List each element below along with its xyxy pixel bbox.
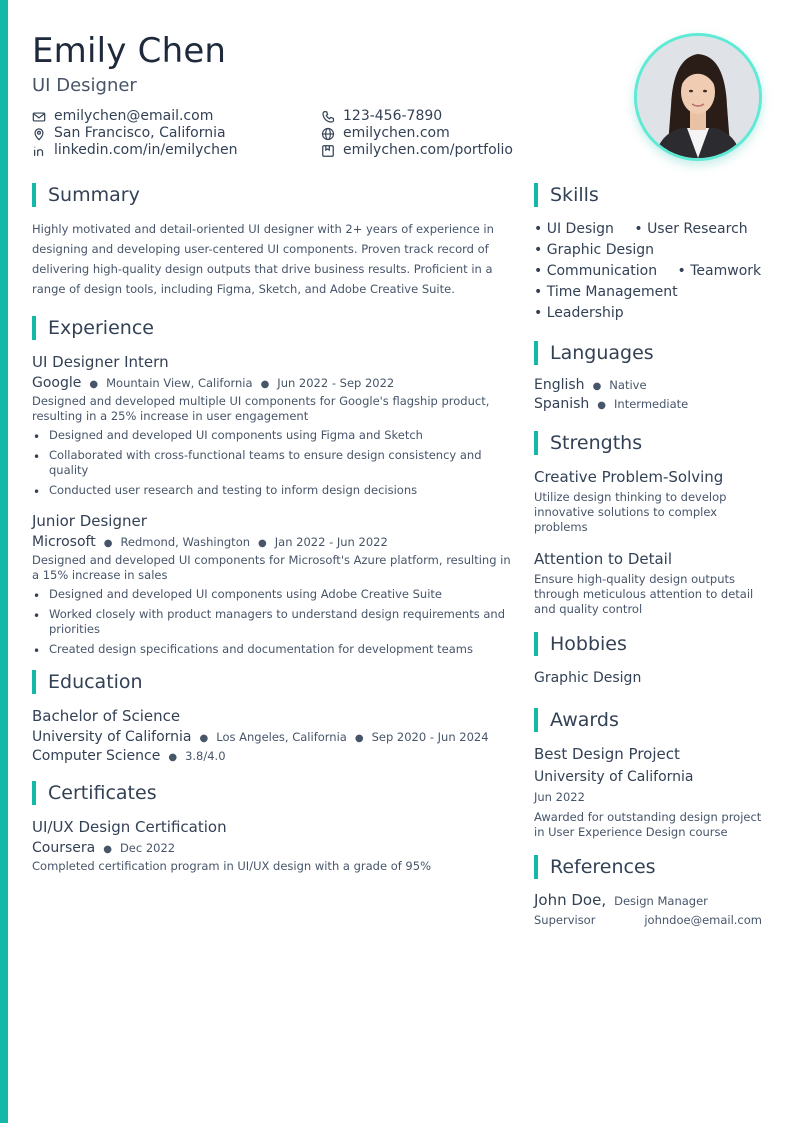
languages-section bbox=[534, 341, 774, 412]
email-text: emilychen@email.com bbox=[54, 108, 214, 124]
languages-title: Languages bbox=[550, 342, 654, 364]
language-name: English bbox=[534, 377, 585, 393]
skill-label: Time Management bbox=[546, 284, 678, 300]
list-item: • Conducted user research and testing to inform design decisions bbox=[32, 483, 512, 498]
strength-description: Ensure high-quality design outputs through meticulous attention to detail and quality control bbox=[534, 572, 754, 616]
phone-text: 123-456-7890 bbox=[343, 108, 443, 124]
job-entry bbox=[32, 352, 512, 498]
candidate-name: Emily Chen bbox=[32, 31, 227, 71]
section-accent bbox=[534, 183, 538, 207]
certificates-section bbox=[32, 781, 512, 874]
strength-title: Creative Problem-Solving bbox=[534, 468, 724, 486]
skills-section bbox=[534, 183, 774, 324]
job-meta bbox=[32, 534, 512, 550]
job-company: Google bbox=[32, 375, 82, 391]
accent-bar bbox=[0, 0, 8, 1123]
list-item: • Worked closely with product managers to understand design requirements and priorities bbox=[32, 607, 512, 637]
job-company: Microsoft bbox=[32, 534, 96, 550]
summary-title: Summary bbox=[48, 184, 140, 206]
certificates-title: Certificates bbox=[48, 782, 157, 804]
education-meta bbox=[32, 729, 512, 745]
school: University of California bbox=[32, 729, 192, 745]
certificate-meta bbox=[32, 840, 512, 856]
portfolio-icon bbox=[321, 144, 335, 158]
contact-block bbox=[32, 108, 552, 162]
languages-heading bbox=[534, 341, 774, 365]
experience-heading bbox=[32, 316, 512, 340]
language-row bbox=[534, 396, 774, 412]
job-location: Redmond, Washington bbox=[120, 535, 251, 549]
separator-dot: ● bbox=[592, 381, 602, 392]
linkedin-text: linkedin.com/in/emilychen bbox=[54, 142, 238, 158]
list-item: • Collaborated with cross-functional teams to ensure design consistency and quality bbox=[32, 448, 512, 478]
list-item: • Designed and developed UI components using Adobe Creative Suite bbox=[32, 587, 512, 602]
job-title: Junior Designer bbox=[32, 512, 147, 530]
website-text: emilychen.com bbox=[343, 125, 450, 141]
contact-location bbox=[32, 125, 226, 142]
job-entry bbox=[32, 511, 512, 657]
skill-label: User Research bbox=[647, 221, 748, 237]
hobbies-section bbox=[534, 632, 774, 689]
award-organization: University of California bbox=[534, 769, 694, 785]
school-location: Los Angeles, California bbox=[216, 730, 347, 744]
candidate-role: UI Designer bbox=[32, 75, 137, 96]
section-accent bbox=[32, 183, 36, 207]
separator-dot: ● bbox=[260, 379, 270, 390]
language-level: Native bbox=[609, 378, 647, 392]
education-dates: Sep 2020 - Jun 2024 bbox=[371, 730, 489, 744]
skills-row bbox=[534, 261, 774, 282]
skill-item: • Communication bbox=[534, 263, 658, 279]
field-meta bbox=[32, 748, 512, 764]
certificate-name: UI/UX Design Certification bbox=[32, 818, 227, 836]
portfolio-text: emilychen.com/portfolio bbox=[343, 142, 513, 158]
separator-dot: ● bbox=[89, 379, 99, 390]
experience-section bbox=[32, 316, 512, 657]
separator-dot: ● bbox=[354, 733, 364, 744]
separator-dot: ● bbox=[597, 400, 607, 411]
job-title: UI Designer Intern bbox=[32, 353, 169, 371]
section-accent bbox=[32, 781, 36, 805]
skill-label: Communication bbox=[546, 263, 658, 279]
hobbies-heading bbox=[534, 632, 774, 656]
reference-relation: Supervisor bbox=[534, 913, 596, 927]
certificates-heading bbox=[32, 781, 512, 805]
awards-section bbox=[534, 708, 774, 840]
skill-label: Teamwork bbox=[690, 263, 762, 279]
job-location: Mountain View, California bbox=[106, 376, 253, 390]
section-accent bbox=[534, 632, 538, 656]
separator-dot: ● bbox=[103, 538, 113, 549]
contact-phone[interactable] bbox=[321, 108, 442, 125]
right-column bbox=[534, 183, 774, 928]
gpa: 3.8/4.0 bbox=[185, 749, 226, 763]
certificate-issuer: Coursera bbox=[32, 840, 96, 856]
education-section bbox=[32, 670, 512, 764]
job-bullets bbox=[32, 587, 512, 657]
job-description: Designed and developed UI components for Microsoft's Azure platform, resulting in a 15% increase in sales bbox=[32, 553, 511, 582]
education-heading bbox=[32, 670, 512, 694]
language-name: Spanish bbox=[534, 396, 590, 412]
skills-row bbox=[534, 303, 774, 324]
skill-item: • Teamwork bbox=[677, 263, 762, 279]
contact-linkedin[interactable] bbox=[32, 142, 237, 159]
skill-item: • Time Management bbox=[534, 284, 678, 300]
skills-title: Skills bbox=[550, 184, 599, 206]
hobbies-title: Hobbies bbox=[550, 633, 627, 655]
language-level: Intermediate bbox=[614, 397, 689, 411]
strengths-section bbox=[534, 431, 774, 617]
certificate-description: Completed certification program in UI/UX design with a grade of 95% bbox=[32, 859, 431, 873]
summary-heading bbox=[32, 183, 512, 207]
skill-item: • UI Design bbox=[534, 221, 614, 237]
linkedin-icon bbox=[32, 144, 46, 158]
award-date: Jun 2022 bbox=[534, 790, 585, 804]
job-dates: Jun 2022 - Sep 2022 bbox=[277, 376, 395, 390]
section-accent bbox=[32, 316, 36, 340]
field-of-study: Computer Science bbox=[32, 748, 161, 764]
award-name: Best Design Project bbox=[534, 745, 680, 763]
skill-label: Leadership bbox=[546, 305, 624, 321]
contact-email[interactable] bbox=[32, 108, 213, 125]
separator-dot: ● bbox=[258, 538, 267, 549]
references-title: References bbox=[550, 856, 656, 878]
list-item: • Created design specifications and documentation for development teams bbox=[32, 642, 512, 657]
strengths-title: Strengths bbox=[550, 432, 643, 454]
globe-icon bbox=[321, 127, 335, 141]
strength-item bbox=[534, 549, 774, 617]
location-text: San Francisco, California bbox=[54, 125, 226, 141]
skill-label: UI Design bbox=[546, 221, 614, 237]
profile-photo bbox=[634, 33, 762, 161]
language-row bbox=[534, 377, 774, 393]
map-pin-icon bbox=[32, 127, 46, 141]
skills-row bbox=[534, 240, 774, 261]
skills-row bbox=[534, 219, 774, 240]
reference-details bbox=[534, 913, 762, 928]
avatar-illustration bbox=[637, 36, 759, 158]
award-description: Awarded for outstanding design project in User Experience Design course bbox=[534, 810, 762, 839]
skill-item: • User Research bbox=[634, 221, 748, 237]
left-column bbox=[32, 183, 512, 874]
section-accent bbox=[534, 708, 538, 732]
reference-role: Design Manager bbox=[614, 894, 708, 908]
strengths-heading bbox=[534, 431, 774, 455]
references-heading bbox=[534, 855, 774, 879]
certificate-date: Dec 2022 bbox=[119, 841, 176, 855]
job-dates: Jan 2022 - Jun 2022 bbox=[274, 535, 388, 549]
section-accent bbox=[534, 341, 538, 365]
skill-item: • Leadership bbox=[534, 305, 624, 321]
references-section bbox=[534, 855, 774, 928]
phone-icon bbox=[321, 110, 335, 124]
experience-title: Experience bbox=[48, 317, 154, 339]
separator-dot: ● bbox=[103, 844, 112, 855]
strength-description: Utilize design thinking to develop innovative solutions to complex problems bbox=[534, 490, 727, 534]
list-item: • Designed and developed UI components using Figma and Sketch bbox=[32, 428, 512, 443]
reference-name: John Doe, bbox=[534, 891, 607, 909]
section-accent bbox=[32, 670, 36, 694]
skills-heading bbox=[534, 183, 774, 207]
skills-row bbox=[534, 282, 774, 303]
strength-item bbox=[534, 467, 774, 535]
education-title: Education bbox=[48, 671, 143, 693]
mail-icon bbox=[32, 110, 46, 124]
summary-section bbox=[32, 183, 512, 299]
separator-dot: ● bbox=[168, 752, 178, 763]
awards-title: Awards bbox=[550, 709, 619, 731]
skill-item: • Graphic Design bbox=[534, 242, 655, 258]
contact-website[interactable] bbox=[321, 125, 450, 142]
separator-dot: ● bbox=[199, 733, 209, 744]
job-meta bbox=[32, 375, 512, 391]
hobby-item: Graphic Design bbox=[534, 670, 642, 686]
job-bullets bbox=[32, 428, 512, 498]
job-description: Designed and developed multiple UI components for Google's flagship product, resulting in a 25% increase in user engagement bbox=[32, 394, 490, 423]
awards-heading bbox=[534, 708, 774, 732]
strength-title: Attention to Detail bbox=[534, 550, 673, 568]
skill-label: Graphic Design bbox=[546, 242, 655, 258]
section-accent bbox=[534, 855, 538, 879]
section-accent bbox=[534, 431, 538, 455]
summary-text: Highly motivated and detail-oriented UI designer with 2+ years of experience in designing and developing user-centered UI components. Proven track record of delivering high-quality design outputs that drive business results. Proficient in a range of design tools, including Figma, Sketch, and Adobe Creative Suite. bbox=[32, 222, 494, 296]
reference-row bbox=[534, 891, 774, 909]
contact-portfolio[interactable] bbox=[321, 142, 513, 159]
degree: Bachelor of Science bbox=[32, 707, 181, 725]
reference-email[interactable]: johndoe@email.com bbox=[644, 913, 762, 927]
